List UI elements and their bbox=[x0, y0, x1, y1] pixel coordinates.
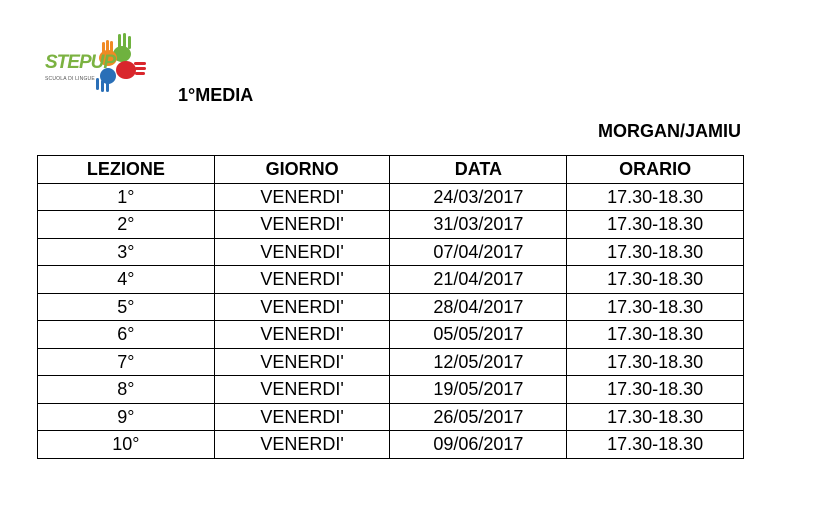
lesson-time: 17.30-18.30 bbox=[567, 211, 744, 239]
lesson-day: VENERDI' bbox=[214, 321, 390, 349]
table-row bbox=[38, 348, 744, 376]
teacher-name: MORGAN/JAMIU bbox=[598, 121, 741, 141]
logo-brand-text: STEPUP bbox=[45, 52, 116, 73]
lesson-time: 17.30-18.30 bbox=[567, 183, 744, 211]
logo-subtitle: SCUOLA DI LINGUE bbox=[45, 76, 95, 82]
table-row bbox=[38, 266, 744, 294]
lesson-time: 17.30-18.30 bbox=[567, 403, 744, 431]
column-header-orario: ORARIO bbox=[567, 156, 744, 184]
lesson-day: VENERDI' bbox=[214, 403, 390, 431]
lesson-time: 17.30-18.30 bbox=[567, 293, 744, 321]
lesson-date: 21/04/2017 bbox=[390, 266, 567, 294]
lesson-number: 2° bbox=[38, 211, 215, 239]
lesson-time: 17.30-18.30 bbox=[567, 348, 744, 376]
lesson-number: 6° bbox=[38, 321, 215, 349]
lesson-schedule-table bbox=[37, 155, 744, 459]
lesson-day: VENERDI' bbox=[214, 348, 390, 376]
lesson-number: 4° bbox=[38, 266, 215, 294]
lesson-number: 1° bbox=[38, 183, 215, 211]
lesson-date: 31/03/2017 bbox=[390, 211, 567, 239]
lesson-day: VENERDI' bbox=[214, 183, 390, 211]
table-row bbox=[38, 293, 744, 321]
table-row bbox=[38, 431, 744, 459]
lesson-number: 3° bbox=[38, 238, 215, 266]
table-row bbox=[38, 238, 744, 266]
stepup-logo bbox=[42, 32, 146, 94]
lesson-time: 17.30-18.30 bbox=[567, 376, 744, 404]
column-header-lezione: LEZIONE bbox=[38, 156, 215, 184]
table-row bbox=[38, 376, 744, 404]
table-row bbox=[38, 211, 744, 239]
table-row bbox=[38, 183, 744, 211]
lesson-number: 9° bbox=[38, 403, 215, 431]
lesson-time: 17.30-18.30 bbox=[567, 321, 744, 349]
column-header-data: DATA bbox=[390, 156, 567, 184]
table-row bbox=[38, 403, 744, 431]
lesson-day: VENERDI' bbox=[214, 293, 390, 321]
table-row bbox=[38, 321, 744, 349]
lesson-number: 5° bbox=[38, 293, 215, 321]
column-header-giorno: GIORNO bbox=[214, 156, 390, 184]
lesson-date: 05/05/2017 bbox=[390, 321, 567, 349]
lesson-time: 17.30-18.30 bbox=[567, 238, 744, 266]
lesson-time: 17.30-18.30 bbox=[567, 266, 744, 294]
lesson-day: VENERDI' bbox=[214, 431, 390, 459]
lesson-number: 7° bbox=[38, 348, 215, 376]
lesson-date: 28/04/2017 bbox=[390, 293, 567, 321]
lesson-day: VENERDI' bbox=[214, 211, 390, 239]
class-title: 1°MEDIA bbox=[178, 85, 254, 105]
lesson-date: 19/05/2017 bbox=[390, 376, 567, 404]
lesson-date: 07/04/2017 bbox=[390, 238, 567, 266]
lesson-day: VENERDI' bbox=[214, 238, 390, 266]
lesson-date: 24/03/2017 bbox=[390, 183, 567, 211]
lesson-day: VENERDI' bbox=[214, 376, 390, 404]
lesson-date: 09/06/2017 bbox=[390, 431, 567, 459]
lesson-day: VENERDI' bbox=[214, 266, 390, 294]
table-header-row bbox=[38, 156, 744, 184]
lesson-number: 10° bbox=[38, 431, 215, 459]
lesson-time: 17.30-18.30 bbox=[567, 431, 744, 459]
lesson-number: 8° bbox=[38, 376, 215, 404]
lesson-date: 12/05/2017 bbox=[390, 348, 567, 376]
lesson-date: 26/05/2017 bbox=[390, 403, 567, 431]
